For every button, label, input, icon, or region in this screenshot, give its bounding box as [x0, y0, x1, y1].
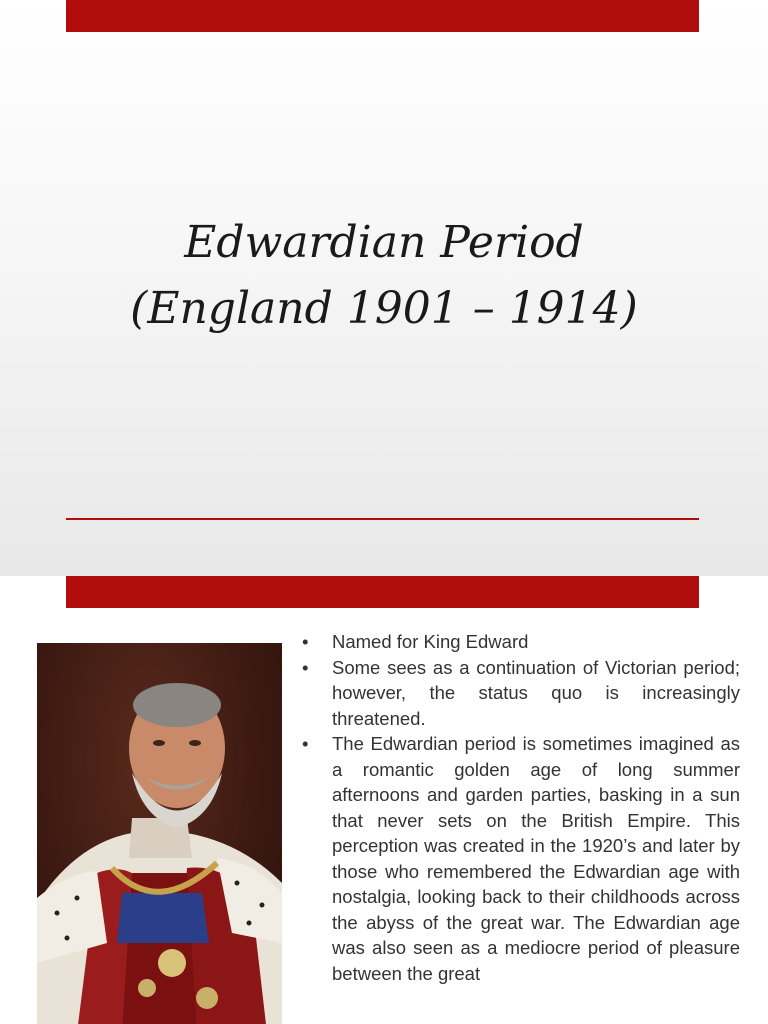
top-accent-bar: [66, 0, 699, 32]
title-line-1: Edwardian Period: [184, 217, 584, 268]
title-underline-rule: [66, 518, 699, 520]
bullet-marker: •: [302, 733, 309, 754]
slide-title: [0, 210, 768, 342]
bullet-text: The Edwardian period is sometimes imagined as a romantic golden age of long summer afternoons and garden parties, basking in a sun that never sets on the British Empire. This perception was created in the 1920’s and later by those who remembered the Edwardian age with nostalgia, looking back to their childhoods across the abyss of the great war. The Edwardian age was also seen as a mediocre period of pleasure between the great: [332, 733, 740, 984]
list-item: [302, 629, 740, 655]
bullet-marker: •: [302, 656, 309, 678]
bullet-list: [302, 629, 740, 986]
portrait-illustration: [37, 643, 282, 1024]
bullet-marker: •: [302, 631, 309, 652]
top-accent-bar: [66, 576, 699, 608]
list-item: [302, 655, 740, 732]
title-line-2: (England 1901 – 1914): [130, 283, 638, 334]
bullet-text: Some sees as a continuation of Victorian period; however, the status quo is increasingly threatened.: [332, 656, 740, 729]
list-item: [302, 731, 740, 986]
bullet-text: Named for King Edward: [332, 631, 529, 652]
king-edward-portrait: [37, 643, 282, 1024]
content-slide: [0, 576, 768, 1024]
